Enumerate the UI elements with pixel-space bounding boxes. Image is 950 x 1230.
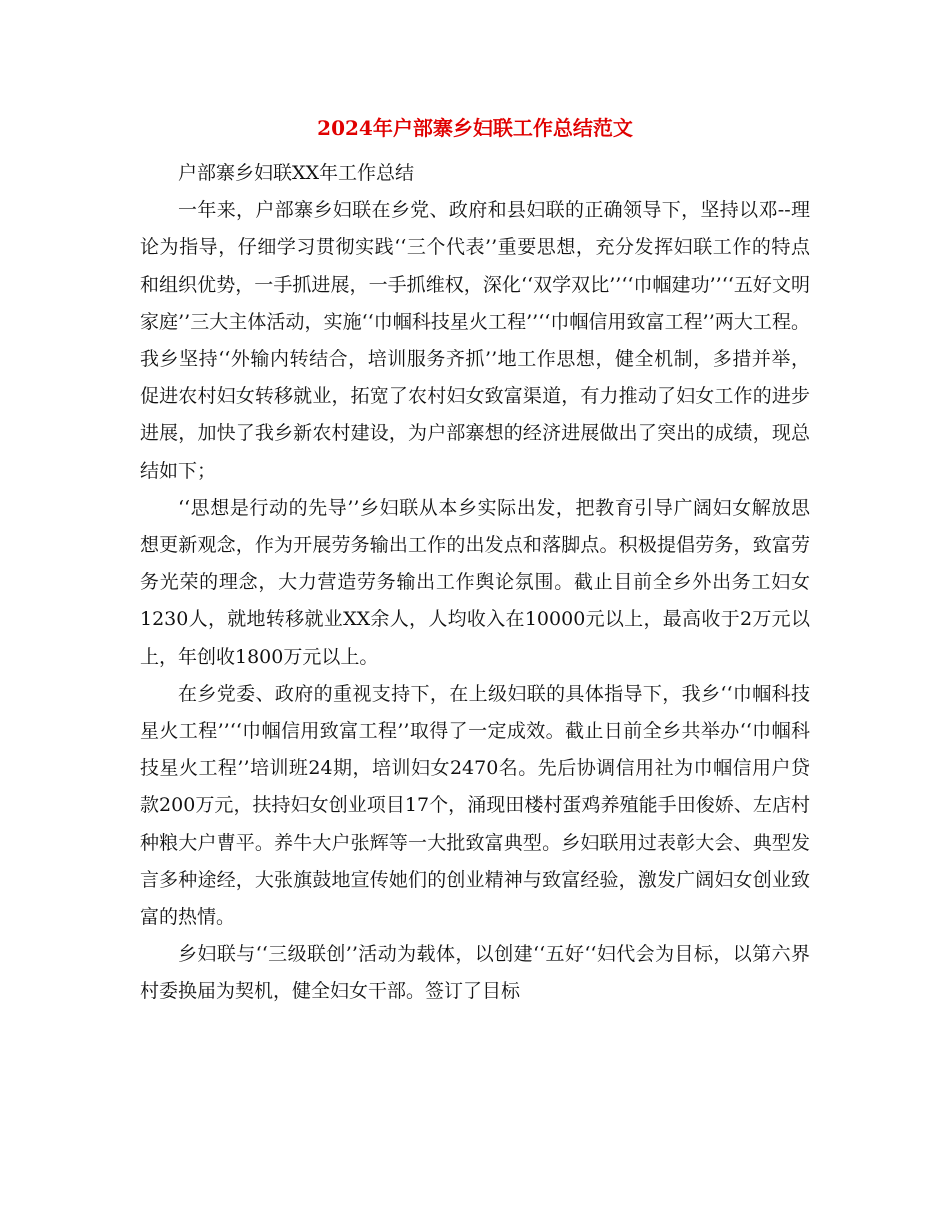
paragraph-projects: 在乡党委、政府的重视支持下，在上级妇联的具体指导下，我乡‘‘巾帼科技星火工程’’‘‘巾帼信用致富工程’’取得了一定成效。截止日前全乡共举办‘‘巾帼科技星火工程’’培训班24期，培训妇女2470名。先后协调信用社为巾帼信用户贷款200万元，扶持妇女创业项目17个，涌现田楼村蛋鸡养殖能手田俊娇、左店村种粮大户曹平。养牛大户张辉等一大批致富典型。乡妇联用过表彰大会、典型发言多种途经，大张旗鼓地宣传她们的创业精神与致富经验，激发广阔妇女创业致富的热情。	[140, 682, 810, 929]
paragraph-intro: 一年来，户部寨乡妇联在乡党、政府和县妇联的正确领导下，坚持以邓--理论为指导，仔细学习贯彻实践‘‘三个代表’’重要思想，充分发挥妇联工作的特点和组织优势，一手抓进展，一手抓维权，深化‘‘双学双比’’‘‘巾帼建功’’‘‘五好文明家庭’’三大主体活动，实施‘‘巾帼科技星火工程’’‘‘巾帼信用致富工程’’两大工程。我乡坚持‘‘外输内转结合，培训服务齐抓’’地工作思想，健全机制，多措并举，促进农村妇女转移就业，拓宽了农村妇女致富渠道，有力推动了妇女工作的进步进展，加快了我乡新农村建设，为户部寨想的经济进展做出了突出的成绩，现总结如下；	[140, 199, 810, 482]
document-title: 2024年户部寨乡妇联工作总结范文	[317, 116, 633, 140]
paragraph-subtitle: 户部寨乡妇联XX年工作总结	[178, 162, 415, 184]
paragraph-organization: 乡妇联与‘‘三级联创’’活动为载体，以创建‘‘五好‘‘妇代会为目标，以第六界村委换届为契机，健全妇女干部。签订了目标	[140, 943, 810, 1003]
paragraph-labor-export: ‘‘思想是行动的先导’’乡妇联从本乡实际出发，把教育引导广阔妇女解放思想更新观念，作为开展劳务输出工作的出发点和落脚点。积极提倡劳务，致富劳务光荣的理念，大力营造劳务输出工作舆论氛围。截止目前全乡外出务工妇女1230人，就地转移就业XX余人，人均收入在10000元以上，最高收于2万元以上，年创收1800万元以上。	[140, 496, 810, 668]
document-body	[140, 155, 810, 1011]
